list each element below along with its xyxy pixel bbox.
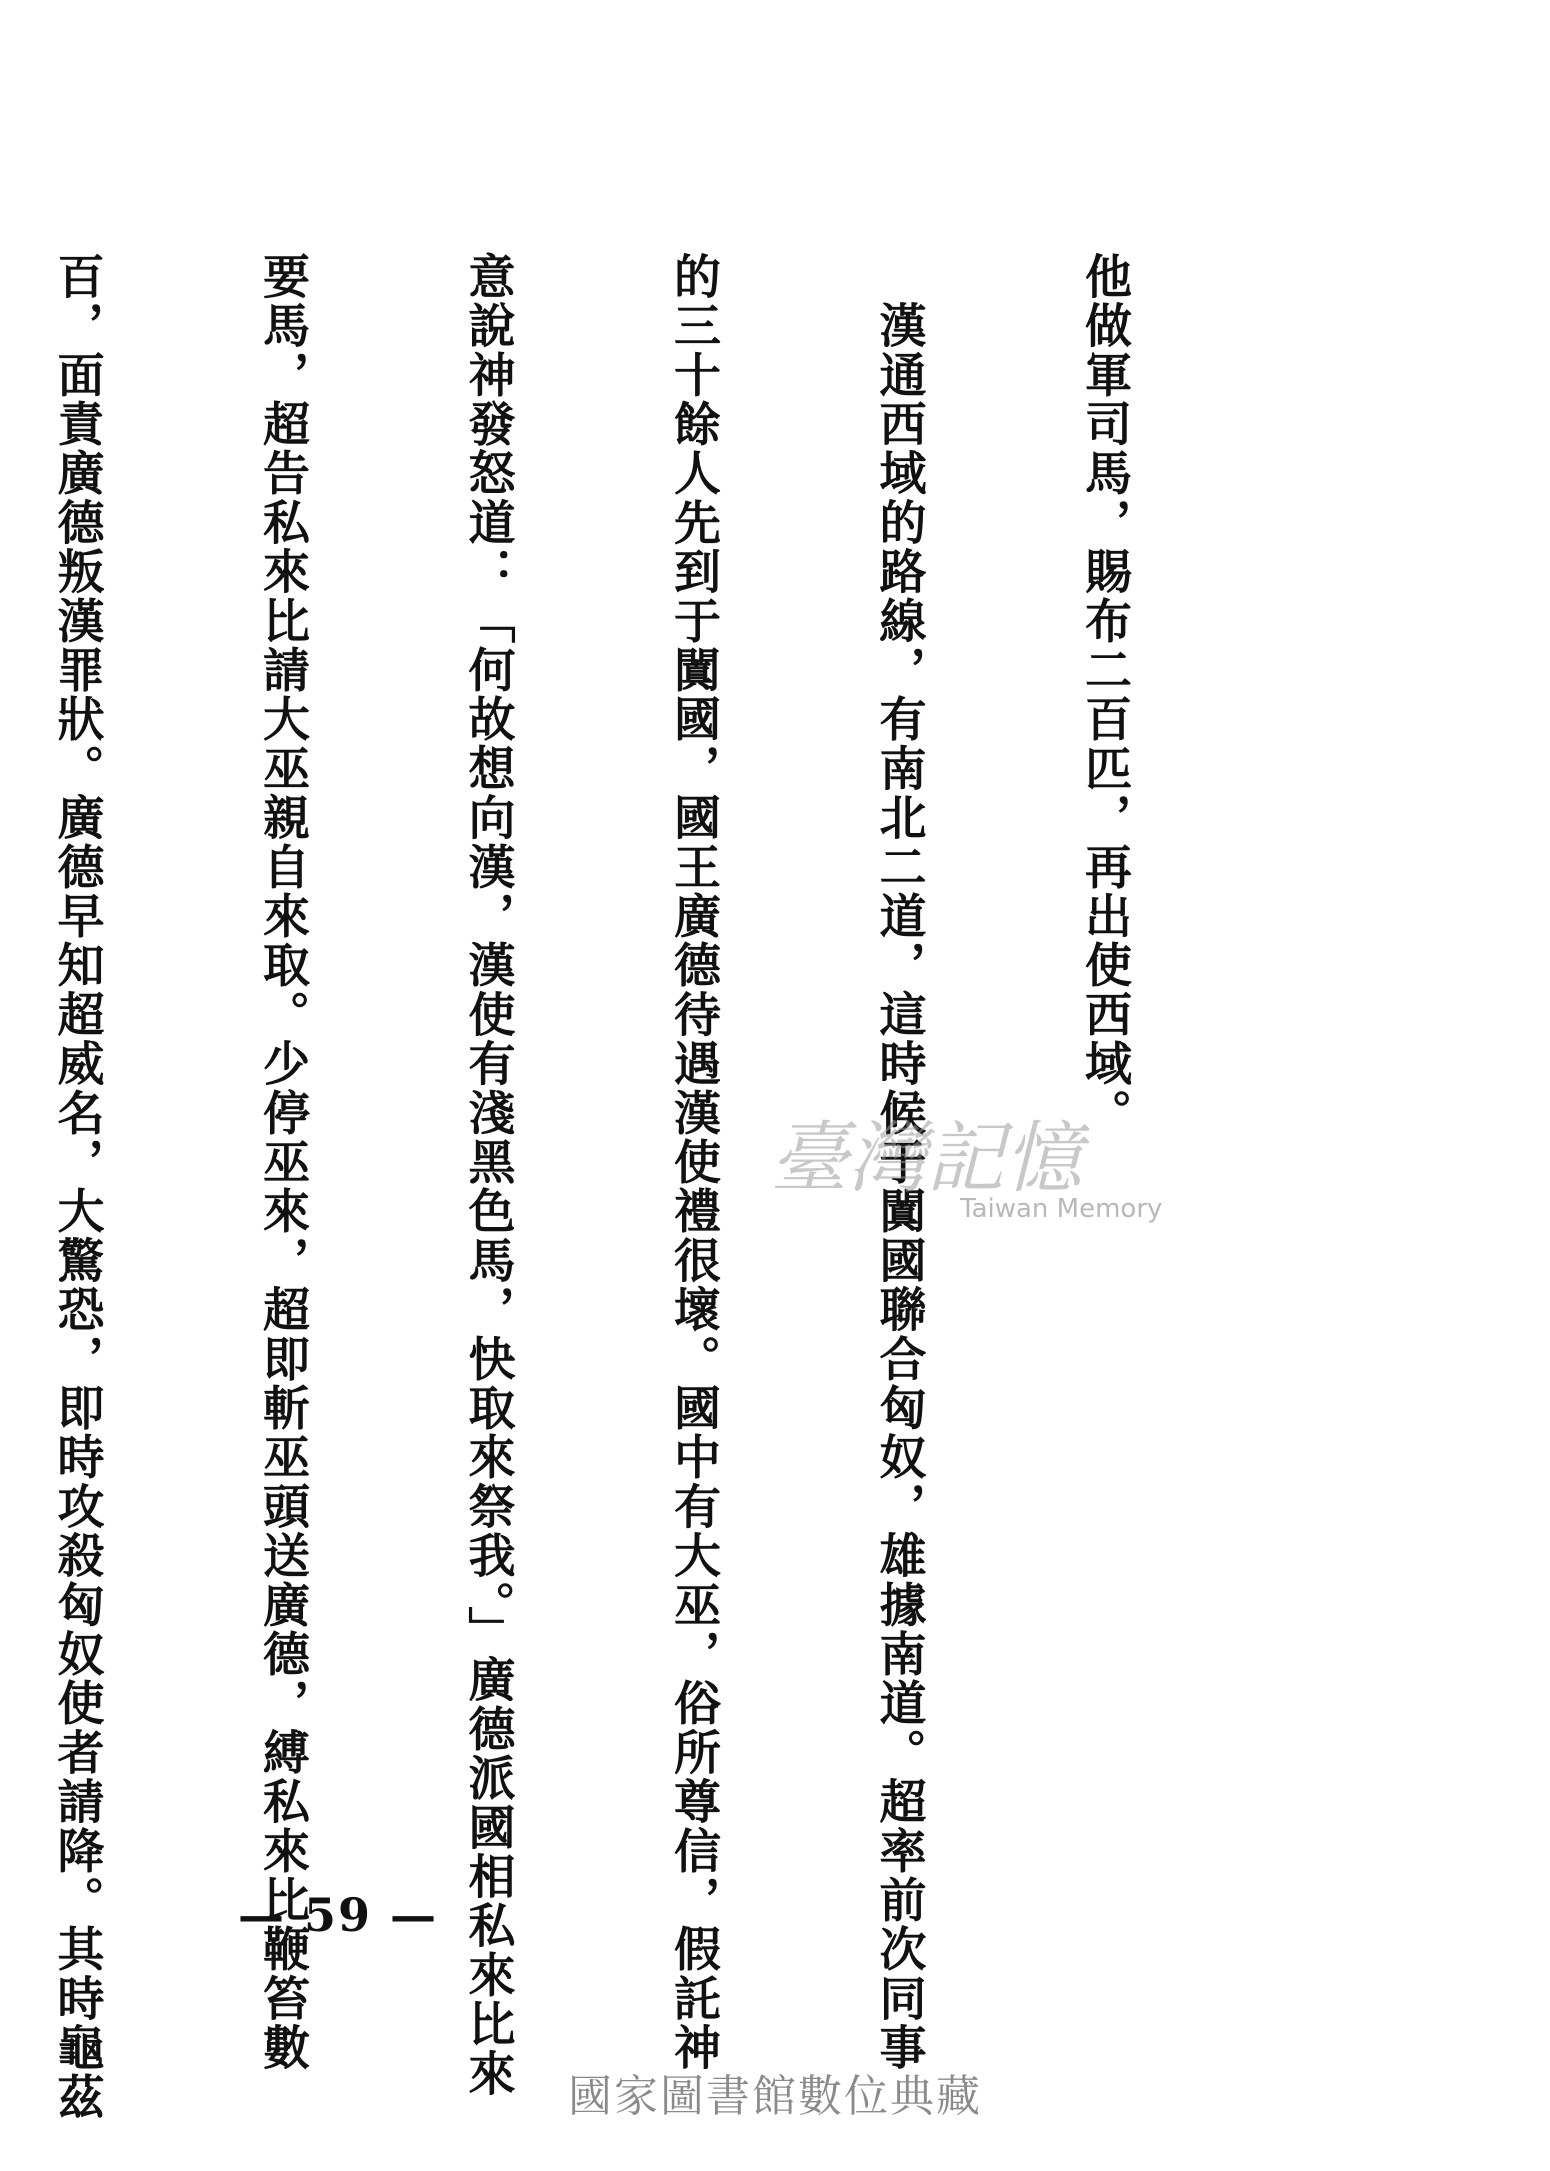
text-column: 意說神發怒道：「何故想向漢，漢使有淺黑色馬，快取來祭我。」廣德派國相私來比來 xyxy=(460,252,516,2099)
library-footer: 國家圖書館數位典藏 xyxy=(568,2071,982,2122)
text-column: 百，面責廣德叛漢罪狀。廣德早知超威名，大驚恐，即時攻殺匈奴使者請降。其時龜茲 xyxy=(49,252,105,2122)
text-column: 漢通西域的路線，有南北二道，這時候于闐國聯合匈奴，雄據南道。超率前次同事 xyxy=(871,252,927,2073)
text-column: 他做軍司馬，賜布二百匹，再出使西域。 xyxy=(1077,252,1132,1138)
text-column: 的三十餘人先到于闐國，國王廣德待遇漢使禮很壞。國中有大巫，俗所尊信，假託神 xyxy=(666,252,721,2073)
watermark-subtext: Taiwan Memory xyxy=(960,1194,1163,1224)
page-number: — 59 — xyxy=(238,1888,439,1942)
watermark-logo-text: 臺灣記憶 xyxy=(770,1114,1083,1204)
text-column: 要馬，超告私來比請大巫親自來取。少停巫來，超即斬巫頭送廣德，縛私來比鞭笞數 xyxy=(255,252,310,2073)
